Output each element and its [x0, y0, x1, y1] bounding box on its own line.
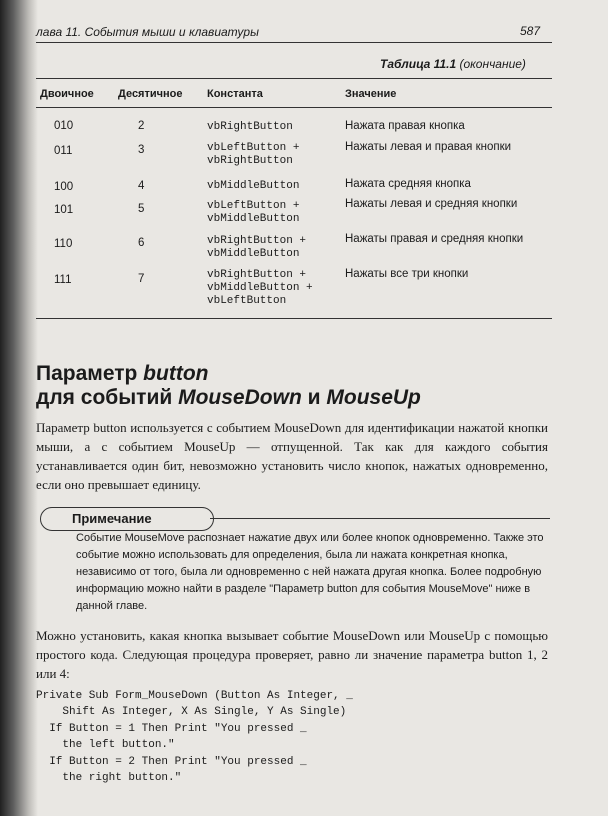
code-line: If Button = 1 Then Print "You pressed _	[36, 723, 307, 735]
paragraph-code-intro: Можно установить, какая кнопка вызывает событие MouseDown или MouseUp с помощью простого кода. Следующая процедура проверяет, равно ли значение параметра button 1, 2 или 4:	[36, 628, 548, 681]
heading-event-mousedown: MouseDown	[178, 386, 302, 409]
table-cell-binary: 111	[54, 274, 72, 286]
column-header-decimal: Десятичное	[118, 88, 183, 100]
code-line: If Button = 2 Then Print "You pressed _	[36, 756, 307, 768]
code-line: Private Sub Form_MouseDown (Button As Integer, _	[36, 690, 353, 702]
heading-text: для событий	[36, 386, 179, 409]
note-divider	[210, 518, 550, 519]
table-cell-decimal: 2	[138, 120, 145, 132]
table-header-rule	[36, 107, 552, 108]
heading-text: и	[301, 386, 327, 409]
table-caption	[380, 57, 526, 71]
paragraph-button-param: Параметр button используется с событием MouseDown для идентификации нажатой кнопки мыши, а с событием MouseUp — отпущенной. Так как для каждого события устанавливается один бит, невозможно установить число кнопок, нажатых одновременно, если оно превышает единицу.	[36, 420, 548, 492]
table-cell-constant: vbRightButton	[207, 121, 293, 133]
table-cell-decimal: 6	[138, 237, 145, 249]
table-cell-binary: 100	[54, 181, 74, 193]
column-header-meaning: Значение	[345, 88, 397, 100]
column-header-binary: Двоичное	[40, 88, 94, 100]
header-divider	[36, 42, 552, 43]
table-cell-constant: vbMiddleButton	[207, 180, 300, 192]
column-header-constant: Константа	[207, 88, 263, 100]
page-number: 587	[520, 24, 541, 38]
table-cell-meaning: Нажаты правая и средняя кнопки	[345, 233, 524, 245]
table-cell-constant: vbLeftButton + vbRightButton	[207, 142, 300, 167]
table-cell-meaning: Нажата правая кнопка	[345, 120, 465, 132]
table-bottom-rule	[36, 318, 552, 319]
heading-event-mouseup: MouseUp	[326, 386, 421, 409]
table-cell-constant: vbRightButton + vbMiddleButton	[207, 235, 307, 260]
section-heading-line1	[36, 362, 208, 386]
table-cell-meaning: Нажата средняя кнопка	[345, 178, 471, 190]
table-cell-constant: vbLeftButton + vbMiddleButton	[207, 200, 300, 225]
table-cell-meaning: Нажаты левая и правая кнопки	[345, 141, 512, 153]
table-cell-meaning: Нажаты все три кнопки	[345, 268, 469, 280]
table-cell-binary: 011	[54, 145, 73, 157]
table-cell-decimal: 5	[138, 203, 145, 215]
section-heading-line2	[36, 386, 421, 410]
table-caption-suffix: (окончание)	[456, 57, 526, 71]
code-line: the left button."	[36, 739, 175, 751]
table-cell-decimal: 7	[138, 273, 145, 285]
table-cell-decimal: 3	[138, 144, 145, 156]
running-header-chapter: лава 11. События мыши и клавиатуры	[36, 25, 259, 39]
table-cell-binary: 010	[54, 120, 74, 132]
table-top-rule	[36, 78, 552, 79]
heading-param-name: button	[143, 362, 209, 385]
code-line: Shift As Integer, X As Single, Y As Single)	[36, 706, 347, 718]
table-cell-binary: 101	[54, 204, 74, 216]
table-cell-binary: 110	[54, 238, 73, 250]
heading-text: Параметр	[36, 362, 144, 385]
table-cell-meaning: Нажаты левая и средняя кнопки	[345, 198, 518, 210]
code-line: the right button."	[36, 772, 182, 784]
note-label: Примечание	[72, 511, 152, 526]
table-cell-constant: vbRightButton + vbMiddleButton + vbLeftButton	[207, 269, 313, 307]
table-caption-number: Таблица 11.1	[380, 57, 457, 71]
book-spine-shadow	[0, 0, 38, 816]
table-cell-decimal: 4	[138, 180, 145, 192]
note-text: Событие MouseMove распознает нажатие двух или более кнопок одновременно. Также это событие можно использовать для определения, была ли нажата конкретная кнопка, независимо от того, была ли одновременно с ней нажата другая кнопка. Более подробную информацию можно найти в разделе "Параметр button для события MouseMove" ниже в данной главе.	[76, 532, 544, 612]
